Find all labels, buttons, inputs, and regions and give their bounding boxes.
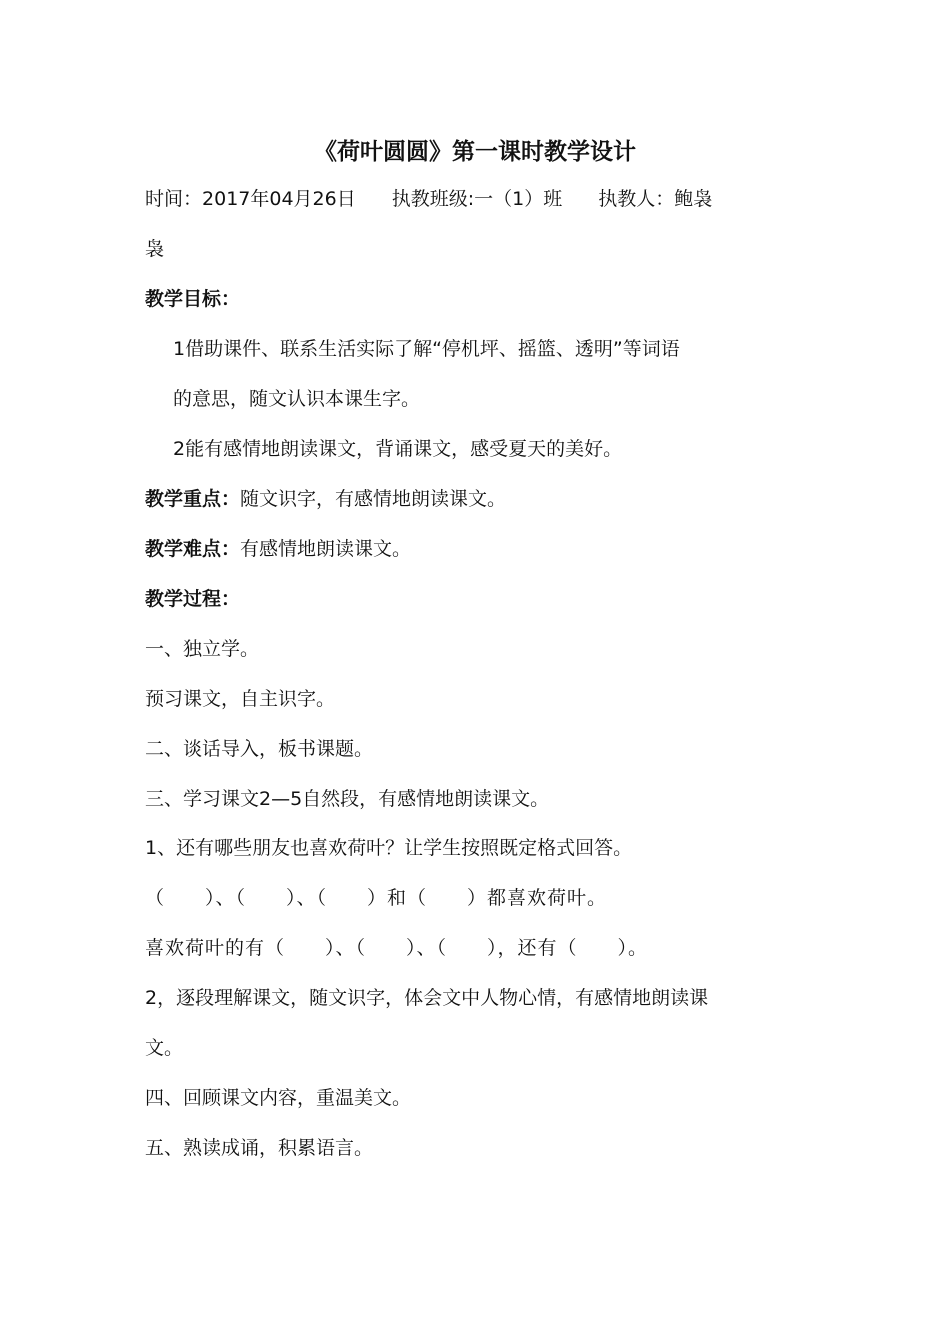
process-step-3-item-2-line-1: 2，逐段理解课文，随文识字，体会文中人物心情，有感情地朗读课 [145, 987, 709, 1009]
class-label: 执教班级: [391, 188, 475, 210]
process-step-5: 五、熟读成诵，积累语言。 [145, 1137, 374, 1159]
fill-blank-line-2: 喜欢荷叶的有（ ）、（ ）、（ ），还有（ ）。 [145, 937, 649, 959]
time-value: 2017年04月26日 [202, 188, 356, 210]
document-title: 《荷叶圆圆》第一课时教学设计 [314, 139, 636, 165]
key-point-text: 随文识字，有感情地朗读课文。 [240, 488, 507, 510]
key-point-line [145, 483, 810, 515]
teacher-value-part2: 袅 [145, 238, 165, 260]
objective-1-line-2: 的意思，随文认识本课生字。 [173, 388, 421, 410]
info-line [145, 183, 810, 215]
teacher-label: 执教人： [598, 188, 675, 210]
process-step-1-detail: 预习课文，自主识字。 [145, 688, 336, 710]
time-label: 时间： [145, 188, 203, 210]
key-point-label: 教学重点： [145, 488, 241, 510]
process-step-1: 一、独立学。 [145, 638, 260, 660]
fill-blank-line-1: （ ）、（ ）、（ ）和（ ）都喜欢荷叶。 [145, 887, 608, 909]
process-step-3-item-2-line-2: 文。 [145, 1037, 184, 1059]
teacher-value-part1: 鲍袅 [674, 188, 713, 210]
objectives-heading: 教学目标： [145, 288, 241, 310]
objective-2: 2能有感情地朗读课文，背诵课文，感受夏天的美好。 [173, 438, 623, 460]
process-step-3-item-1: 1、还有哪些朋友也喜欢荷叶？让学生按照既定格式回答。 [145, 837, 633, 859]
difficulty-text: 有感情地朗读课文。 [240, 538, 412, 560]
process-step-4: 四、回顾课文内容，重温美文。 [145, 1087, 412, 1109]
process-step-3: 三、学习课文2—5自然段，有感情地朗读课文。 [145, 788, 550, 810]
class-value: 一（1）班 [474, 188, 563, 210]
difficulty-line [145, 533, 810, 565]
process-step-2: 二、谈话导入，板书课题。 [145, 738, 374, 760]
process-heading: 教学过程： [145, 588, 241, 610]
difficulty-label: 教学难点： [145, 538, 241, 560]
objective-1-line-1: 1借助课件、联系生活实际了解“停机坪、摇篮、透明”等词语 [173, 338, 680, 360]
